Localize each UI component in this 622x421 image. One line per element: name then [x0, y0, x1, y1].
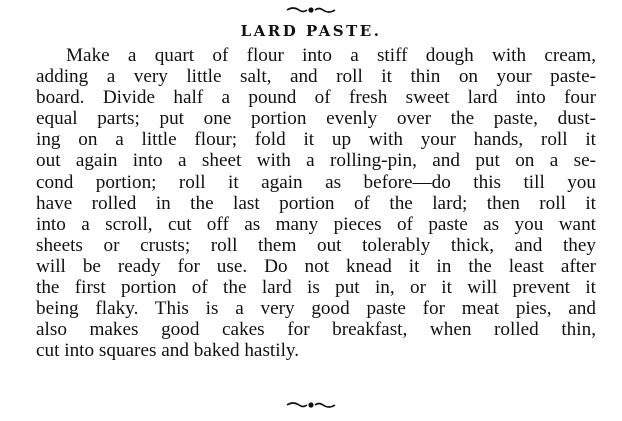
paragraph-line: the first portion of the lard is put in, or it will prevent it: [36, 277, 596, 299]
paragraph-line: out again into a sheet with a rolling-pin, and put on a se-: [36, 150, 596, 172]
decorative-divider-icon: [285, 5, 337, 15]
bottom-divider-ornament: [0, 398, 622, 412]
paragraph-line: also makes good cakes for breakfast, when rolled thin,: [36, 319, 596, 341]
paragraph-line: cond portion; roll it again as before—do this till you: [36, 171, 596, 193]
paragraph-line: equal parts; put one portion evenly over the paste, dust-: [36, 108, 596, 130]
paragraph-line: cut into squares and baked hastily.: [36, 340, 300, 362]
top-divider-ornament: [0, 3, 622, 17]
paragraph-line: adding a very little salt, and roll it thin on your paste-: [36, 66, 596, 88]
recipe-paragraph: [36, 45, 596, 361]
decorative-divider-icon: [285, 400, 337, 410]
paragraph-line: sheets or crusts; roll them out tolerably thick, and they: [36, 234, 596, 256]
paragraph-line: board. Divide half a pound of fresh sweet lard into four: [36, 87, 596, 109]
page-title: LARD PASTE.: [240, 22, 382, 40]
paragraph-line: being flaky. This is a very good paste for meat pies, and: [36, 298, 596, 320]
paragraph-line: ing on a little flour; fold it up with your hands, roll it: [36, 129, 596, 151]
paragraph-line: into a scroll, cut off as many pieces of paste as you want: [36, 213, 596, 235]
paragraph-line: Make a quart of flour into a stiff dough with cream,: [66, 45, 596, 66]
paragraph-line: have rolled in the last portion of the lard; then roll it: [36, 192, 596, 214]
paragraph-line: will be ready for use. Do not knead it in the least after: [36, 255, 596, 277]
